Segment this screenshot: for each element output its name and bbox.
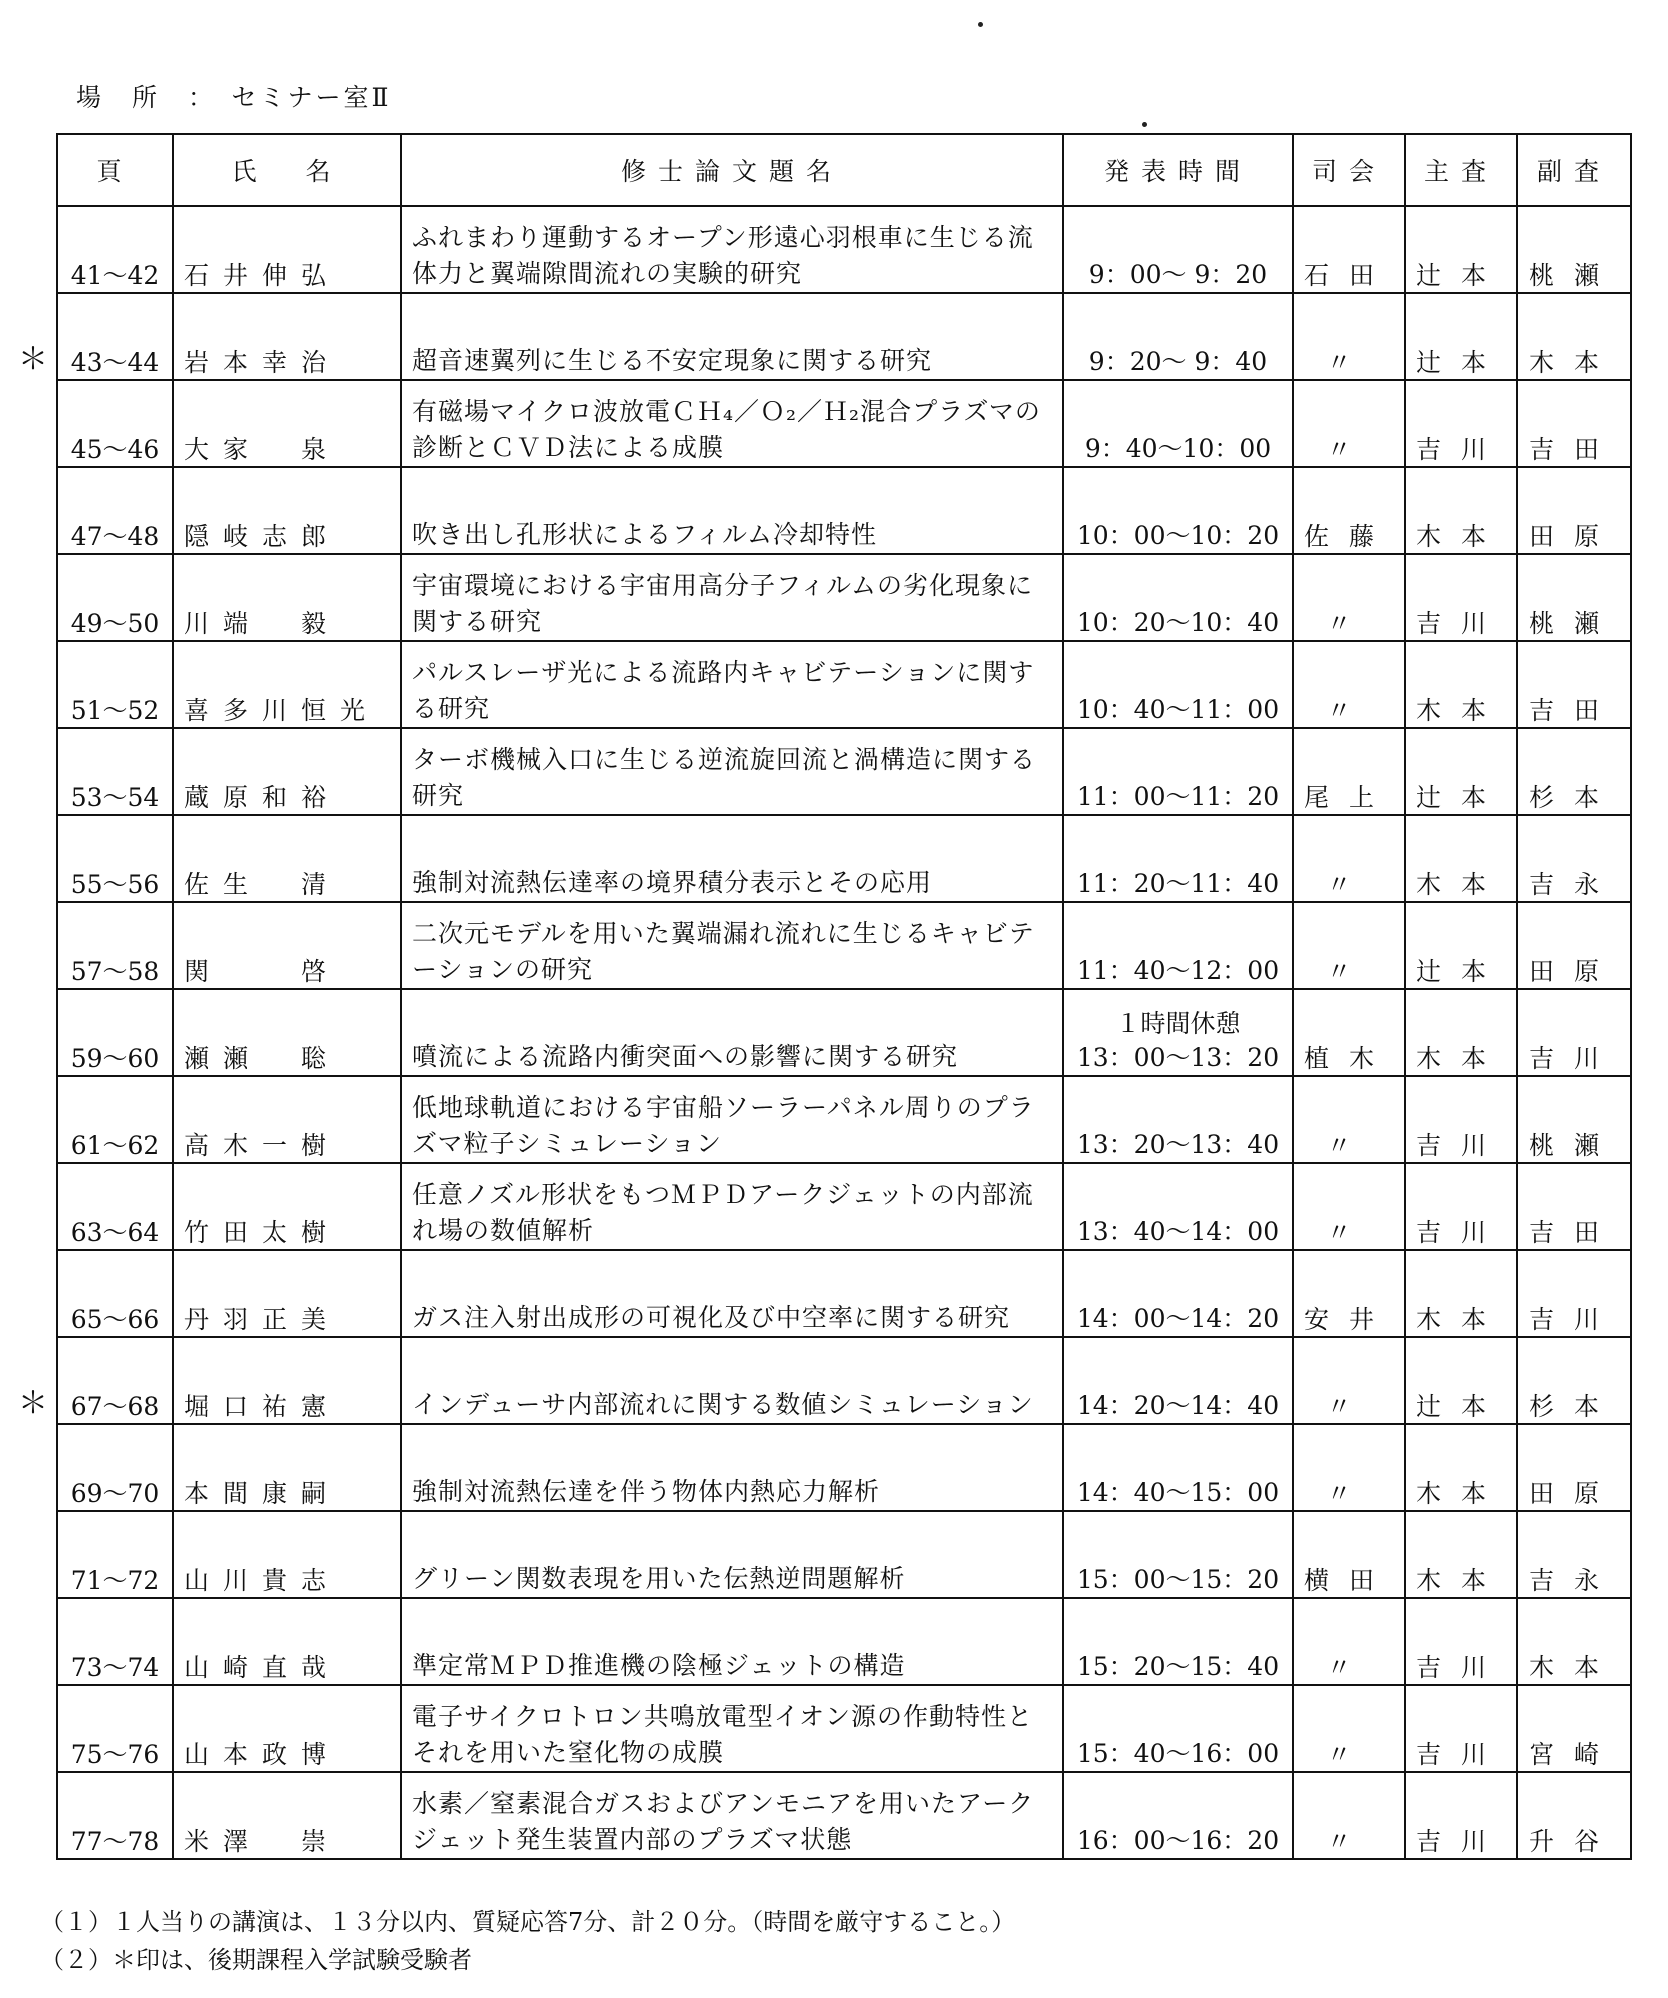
name-cell: 関 啓: [173, 902, 401, 989]
page-cell: 43〜44: [57, 293, 173, 380]
note-2: （２）＊印は、後期課程入学試験受験者: [40, 1946, 472, 1974]
chair-cell: 石田: [1293, 206, 1405, 293]
time-value: 13：00〜13：20: [1076, 1043, 1280, 1072]
table-row: [57, 1511, 1631, 1598]
table-row: [57, 1772, 1631, 1859]
page-cell: 47〜48: [57, 467, 173, 554]
chief-cell: 吉川: [1405, 380, 1517, 467]
chair-cell: 〃: [1293, 1337, 1405, 1424]
title-cell: ガス注入射出成形の可視化及び中空率に関する研究: [401, 1250, 1063, 1337]
chair-cell: 〃: [1293, 1772, 1405, 1859]
header-row: [57, 134, 1631, 206]
title-cell: パルスレーザ光による流路内キャビテーションに関する研究: [401, 641, 1063, 728]
page-cell: 55〜56: [57, 815, 173, 902]
chair-cell: 尾上: [1293, 728, 1405, 815]
page-cell: 71〜72: [57, 1511, 173, 1598]
header-title: 修士論文題名: [401, 134, 1063, 206]
chair-cell: 〃: [1293, 1598, 1405, 1685]
title-cell: 宇宙環境における宇宙用高分子フィルムの劣化現象に関する研究: [401, 554, 1063, 641]
name-cell: 山崎直哉: [173, 1598, 401, 1685]
title-cell: 任意ノズル形状をもつＭＰＤアークジェットの内部流れ場の数値解析: [401, 1163, 1063, 1250]
sub-cell: 吉川: [1517, 1250, 1631, 1337]
name-cell: 喜多川恒光: [173, 641, 401, 728]
chair-cell: 〃: [1293, 815, 1405, 902]
name-cell: 蔵原和裕: [173, 728, 401, 815]
chief-cell: 吉川: [1405, 554, 1517, 641]
table-row: [57, 1337, 1631, 1424]
time-cell: 10：00〜10：20: [1063, 467, 1293, 554]
chief-cell: 木本: [1405, 641, 1517, 728]
header-chair: 司会: [1293, 134, 1405, 206]
title-cell: グリーン関数表現を用いた伝熱逆問題解析: [401, 1511, 1063, 1598]
title-cell: 水素／窒素混合ガスおよびアンモニアを用いたアークジェット発生装置内部のプラズマ状態: [401, 1772, 1063, 1859]
page-cell: 75〜76: [57, 1685, 173, 1772]
table-row: [57, 380, 1631, 467]
chair-cell: 〃: [1293, 380, 1405, 467]
sub-cell: 桃瀬: [1517, 206, 1631, 293]
chair-cell: 〃: [1293, 902, 1405, 989]
chair-cell: 〃: [1293, 641, 1405, 728]
name-cell: 石井伸弘: [173, 206, 401, 293]
page-cell: 69〜70: [57, 1424, 173, 1511]
page-cell: 61〜62: [57, 1076, 173, 1163]
chair-cell: 〃: [1293, 1424, 1405, 1511]
name-cell: 竹田太樹: [173, 1163, 401, 1250]
name-cell: 堀口祐憲: [173, 1337, 401, 1424]
table-row: [57, 1598, 1631, 1685]
chief-cell: 吉川: [1405, 1076, 1517, 1163]
time-cell: 14：00〜14：20: [1063, 1250, 1293, 1337]
chief-cell: 辻本: [1405, 902, 1517, 989]
time-cell: 9：20〜 9：40: [1063, 293, 1293, 380]
page-cell: 51〜52: [57, 641, 173, 728]
page-cell: 63〜64: [57, 1163, 173, 1250]
time-cell: 15：20〜15：40: [1063, 1598, 1293, 1685]
page-cell: 73〜74: [57, 1598, 173, 1685]
name-cell: 隠岐志郎: [173, 467, 401, 554]
chair-cell: 〃: [1293, 293, 1405, 380]
chief-cell: 木本: [1405, 1424, 1517, 1511]
chief-cell: 辻本: [1405, 1337, 1517, 1424]
title-cell: ふれまわり運動するオープン形遠心羽根車に生じる流体力と翼端隙間流れの実験的研究: [401, 206, 1063, 293]
chair-cell: 〃: [1293, 1685, 1405, 1772]
exam-candidate-mark: ＊: [18, 342, 48, 377]
time-cell: 14：40〜15：00: [1063, 1424, 1293, 1511]
title-cell: 強制対流熱伝達率の境界積分表示とその応用: [401, 815, 1063, 902]
exam-candidate-mark: ＊: [18, 1386, 48, 1421]
header-time: 発表時間: [1063, 134, 1293, 206]
time-cell: 10：20〜10：40: [1063, 554, 1293, 641]
name-cell: 大家 泉: [173, 380, 401, 467]
chief-cell: 辻本: [1405, 206, 1517, 293]
sub-cell: 杉本: [1517, 728, 1631, 815]
title-cell: 低地球軌道における宇宙船ソーラーパネル周りのプラズマ粒子シミュレーション: [401, 1076, 1063, 1163]
chair-cell: 植木: [1293, 989, 1405, 1076]
header-sub: 副査: [1517, 134, 1631, 206]
chief-cell: 木本: [1405, 467, 1517, 554]
time-cell: 14：20〜14：40: [1063, 1337, 1293, 1424]
sub-cell: 田原: [1517, 1424, 1631, 1511]
table-row: [57, 293, 1631, 380]
scan-dot: [978, 22, 983, 27]
title-cell: 超音速翼列に生じる不安定現象に関する研究: [401, 293, 1063, 380]
name-cell: 川端 毅: [173, 554, 401, 641]
table-row: [57, 989, 1631, 1076]
header-chief: 主査: [1405, 134, 1517, 206]
title-cell: 強制対流熱伝達を伴う物体内熱応力解析: [401, 1424, 1063, 1511]
sub-cell: 杉本: [1517, 1337, 1631, 1424]
time-cell: 9：00〜 9：20: [1063, 206, 1293, 293]
sub-cell: 木本: [1517, 293, 1631, 380]
page-cell: 59〜60: [57, 989, 173, 1076]
page-cell: 41〜42: [57, 206, 173, 293]
title-cell: 準定常ＭＰＤ推進機の陰極ジェットの構造: [401, 1598, 1063, 1685]
chief-cell: 辻本: [1405, 293, 1517, 380]
table-row: [57, 902, 1631, 989]
sub-cell: 吉田: [1517, 641, 1631, 728]
title-cell: ターボ機械入口に生じる逆流旋回流と渦構造に関する研究: [401, 728, 1063, 815]
title-cell: 吹き出し孔形状によるフィルム冷却特性: [401, 467, 1063, 554]
time-cell: 11：00〜11：20: [1063, 728, 1293, 815]
time-cell: 15：00〜15：20: [1063, 1511, 1293, 1598]
time-cell: 10：40〜11：00: [1063, 641, 1293, 728]
page-cell: 67〜68: [57, 1337, 173, 1424]
table-row: [57, 467, 1631, 554]
note-1: （１）１人当りの講演は、１３分以内、質疑応答7分、計２０分。（時間を厳守すること。）: [40, 1908, 1016, 1936]
chair-cell: 〃: [1293, 1163, 1405, 1250]
venue-label: 場 所 ： セミナー室Ⅱ: [76, 83, 392, 112]
page-cell: 77〜78: [57, 1772, 173, 1859]
chair-cell: 〃: [1293, 554, 1405, 641]
break-note: １時間休憩: [1115, 1009, 1241, 1038]
name-cell: 岩本幸治: [173, 293, 401, 380]
table-row: [57, 206, 1631, 293]
chief-cell: 木本: [1405, 1250, 1517, 1337]
chief-cell: 木本: [1405, 989, 1517, 1076]
sub-cell: 田原: [1517, 902, 1631, 989]
chief-cell: 木本: [1405, 1511, 1517, 1598]
time-cell: 11：20〜11：40: [1063, 815, 1293, 902]
name-cell: 瀬瀬 聡: [173, 989, 401, 1076]
chair-cell: 〃: [1293, 1076, 1405, 1163]
name-cell: 山川貴志: [173, 1511, 401, 1598]
sub-cell: 吉永: [1517, 1511, 1631, 1598]
chief-cell: 吉川: [1405, 1598, 1517, 1685]
chair-cell: 佐藤: [1293, 467, 1405, 554]
table-row: [57, 641, 1631, 728]
name-cell: 山本政博: [173, 1685, 401, 1772]
sub-cell: 宮崎: [1517, 1685, 1631, 1772]
table-row: [57, 728, 1631, 815]
time-cell: 13：20〜13：40: [1063, 1076, 1293, 1163]
name-cell: 高木一樹: [173, 1076, 401, 1163]
chair-cell: 安井: [1293, 1250, 1405, 1337]
time-cell: 15：40〜16：00: [1063, 1685, 1293, 1772]
page-cell: 49〜50: [57, 554, 173, 641]
page-cell: 65〜66: [57, 1250, 173, 1337]
sub-cell: 木本: [1517, 1598, 1631, 1685]
time-cell: [1063, 989, 1293, 1076]
title-cell: 電子サイクロトロン共鳴放電型イオン源の作動特性とそれを用いた窒化物の成膜: [401, 1685, 1063, 1772]
sub-cell: 升谷: [1517, 1772, 1631, 1859]
sub-cell: 桃瀬: [1517, 554, 1631, 641]
time-cell: 13：40〜14：00: [1063, 1163, 1293, 1250]
time-cell: 9：40〜10：00: [1063, 380, 1293, 467]
chief-cell: 辻本: [1405, 728, 1517, 815]
sub-cell: 吉田: [1517, 380, 1631, 467]
page-cell: 53〜54: [57, 728, 173, 815]
name-cell: 佐生 清: [173, 815, 401, 902]
chief-cell: 木本: [1405, 815, 1517, 902]
sub-cell: 吉川: [1517, 989, 1631, 1076]
header-name: 氏 名: [173, 134, 401, 206]
name-cell: 米澤 崇: [173, 1772, 401, 1859]
sub-cell: 吉田: [1517, 1163, 1631, 1250]
sub-cell: 吉永: [1517, 815, 1631, 902]
chief-cell: 吉川: [1405, 1685, 1517, 1772]
table-row: [57, 1685, 1631, 1772]
chief-cell: 吉川: [1405, 1772, 1517, 1859]
table-row: [57, 1250, 1631, 1337]
name-cell: 本間康嗣: [173, 1424, 401, 1511]
title-cell: 二次元モデルを用いた翼端漏れ流れに生じるキャビテーションの研究: [401, 902, 1063, 989]
time-cell: 11：40〜12：00: [1063, 902, 1293, 989]
page-cell: 57〜58: [57, 902, 173, 989]
name-cell: 丹羽正美: [173, 1250, 401, 1337]
time-cell: 16：00〜16：20: [1063, 1772, 1293, 1859]
table-row: [57, 1163, 1631, 1250]
table-row: [57, 1424, 1631, 1511]
chief-cell: 吉川: [1405, 1163, 1517, 1250]
sub-cell: 桃瀬: [1517, 1076, 1631, 1163]
scan-dot: [1142, 122, 1147, 127]
table-row: [57, 815, 1631, 902]
page-cell: 45〜46: [57, 380, 173, 467]
header-page: 頁: [57, 134, 173, 206]
table-row: [57, 1076, 1631, 1163]
chair-cell: 横田: [1293, 1511, 1405, 1598]
notes: [40, 1903, 1015, 1979]
table-row: [57, 554, 1631, 641]
title-cell: 有磁場マイクロ波放電ＣＨ₄／Ｏ₂／Ｈ₂混合プラズマの診断とＣＶＤ法による成膜: [401, 380, 1063, 467]
sub-cell: 田原: [1517, 467, 1631, 554]
title-cell: インデューサ内部流れに関する数値シミュレーション: [401, 1337, 1063, 1424]
schedule-table: [56, 133, 1632, 1860]
title-cell: 噴流による流路内衝突面への影響に関する研究: [401, 989, 1063, 1076]
